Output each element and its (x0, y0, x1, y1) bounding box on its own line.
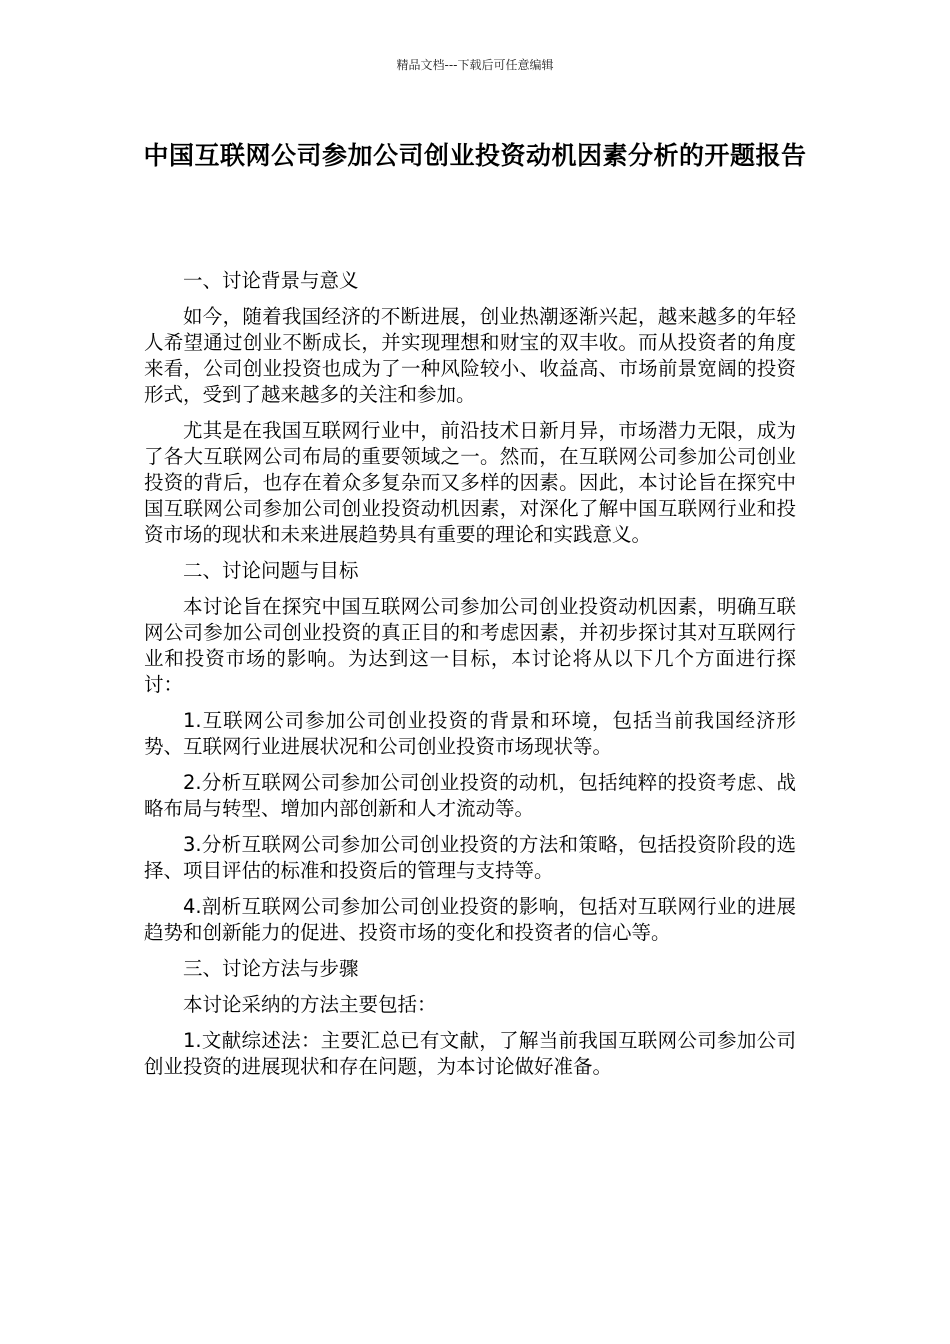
list-item: 1.文献综述法：主要汇总已有文献，了解当前我国互联网公司参加公司创业投资的进展现状和存在问题，为本讨论做好准备。 (144, 1029, 796, 1078)
paragraph: 尤其是在我国互联网行业中，前沿技术日新月异，市场潜力无限，成为了各大互联网公司布局的重要领域之一。然而，在互联网公司参加公司创业投资的背后，也存在着众多复杂而又多样的因素。因此，本讨论旨在探究中国互联网公司参加公司创业投资动机因素，对深化了解中国互联网行业和投资市场的现状和未来进展趋势具有重要的理论和实践意义。 (144, 419, 796, 546)
paragraph: 本讨论采纳的方法主要包括： (183, 993, 437, 1016)
paragraph: 本讨论旨在探究中国互联网公司参加公司创业投资动机因素，明确互联网公司参加公司创业投资的真正目的和考虑因素，并初步探讨其对互联网行业和投资市场的影响。为达到这一目标，本讨论将从以下几个方面进行探讨： (144, 595, 796, 696)
paragraph: 如今，随着我国经济的不断进展，创业热潮逐渐兴起，越来越多的年轻人希望通过创业不断成长，并实现理想和财宝的双丰收。而从投资者的角度来看，公司创业投资也成为了一种风险较小、收益高、市场前景宽阔的投资形式，受到了越来越多的关注和参加。 (144, 305, 796, 406)
document-body (144, 268, 796, 1090)
list-item: 4.剖析互联网公司参加公司创业投资的影响，包括对互联网行业的进展趋势和创新能力的促进、投资市场的变化和投资者的信心等。 (144, 895, 796, 944)
list-item: 2.分析互联网公司参加公司创业投资的动机，包括纯粹的投资考虑、战略布局与转型、增加内部创新和人才流动等。 (144, 771, 796, 820)
list-item: 1.互联网公司参加公司创业投资的背景和环境，包括当前我国经济形势、互联网行业进展状况和公司创业投资市场现状等。 (144, 709, 796, 758)
section-methods (144, 956, 796, 1080)
document-title: 中国互联网公司参加公司创业投资动机因素分析的开题报告 (143, 141, 807, 170)
list-item: 3.分析互联网公司参加公司创业投资的方法和策略，包括投资阶段的选择、项目评估的标准和投资后的管理与支持等。 (144, 833, 796, 882)
section-problem-goals (144, 558, 796, 946)
section-heading: 三、讨论方法与步骤 (183, 957, 359, 980)
section-background (144, 268, 796, 548)
section-heading: 一、讨论背景与意义 (183, 269, 359, 292)
header-note: 精品文档---下载后可任意编辑 (396, 58, 554, 72)
section-heading: 二、讨论问题与目标 (183, 559, 359, 582)
